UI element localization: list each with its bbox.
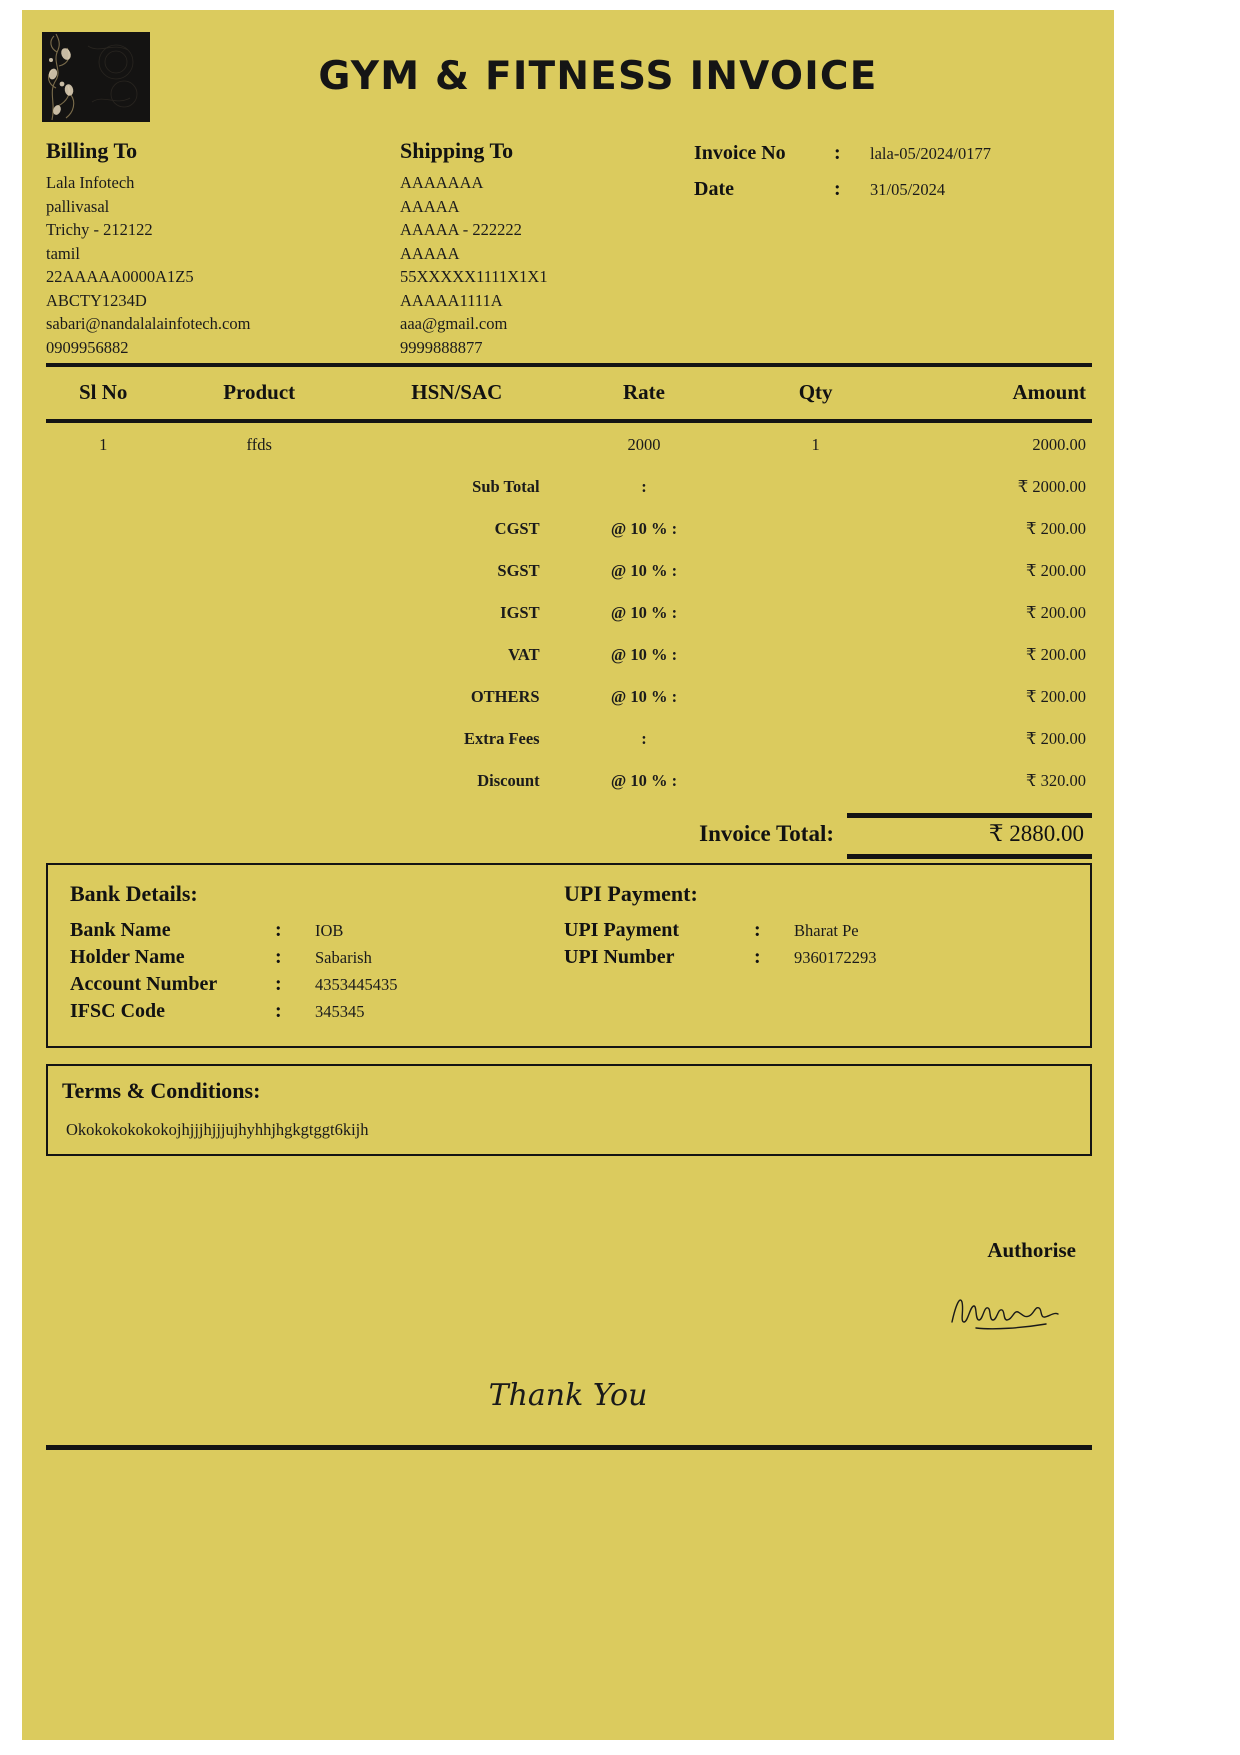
terms-conditions-text: Okokokokokokojhjjjhjjjujhyhhjhgkgtggt6kijh [66,1120,369,1139]
summary-label: IGST [500,603,540,622]
shipping-line: AAAAA1111A [400,290,503,310]
summary-amount: ₹ 200.00 [1026,561,1086,580]
shipping-block [400,138,700,359]
summary-amount: ₹ 320.00 [1026,771,1086,790]
summary-label: Discount [477,771,540,790]
billing-line: 22AAAAA0000A1Z5 [46,267,194,286]
summary-row-others [46,675,1092,717]
invoice-total-label: Invoice Total: [699,821,834,846]
summary-row-sgst [46,549,1092,591]
invoice-sheet [22,10,1114,1740]
table-header-row [46,367,1092,419]
billing-block [46,138,386,359]
shipping-heading: Shipping To [400,138,514,163]
terms-conditions-title: Terms & Conditions: [62,1078,261,1103]
shipping-phone: 9999888877 [400,337,483,357]
summary-amount: ₹ 200.00 [1026,519,1086,538]
summary-rate: @ 10 % : [610,687,678,706]
bank-name-value: IOB [315,921,344,940]
column-header-qty: Qty [798,380,833,404]
holder-name-label: Holder Name [70,946,185,968]
holder-name-value: Sabarish [315,948,372,967]
items-table-body-wrap [46,423,1092,801]
ifsc-code-value: 345345 [315,1002,365,1021]
summary-label: Sub Total [472,477,540,496]
ifsc-code-row [70,1000,540,1023]
bank-name-label: Bank Name [70,919,171,941]
invoice-date-label: Date [694,178,734,200]
billing-phone: 0909956882 [46,337,129,357]
items-table-body [46,423,1092,801]
summary-row-vat [46,633,1092,675]
upi-number-value: 9360172293 [794,948,877,967]
column-header-rate: Rate [623,380,665,404]
authorise-label: Authorise [987,1238,1076,1262]
summary-rate: @ 10 % : [610,603,678,622]
shipping-line: AAAAA [400,243,460,263]
billing-heading: Billing To [46,138,138,163]
summary-rate: @ 10 % : [610,771,678,790]
upi-payment-row [564,919,1044,942]
upi-payment-label: UPI Payment [564,919,679,941]
column-header-amount: Amount [1012,380,1086,404]
upi-payment-value: Bharat Pe [794,921,859,940]
items-table-section [46,363,1092,863]
invoice-header [22,10,1114,130]
shipping-email: aaa@gmail.com [400,314,508,333]
summary-label: OTHERS [470,687,540,706]
footer-rule [46,1445,1092,1450]
terms-conditions-box [46,1064,1092,1156]
billing-line: Lala Infotech [46,173,135,192]
summary-rate: : [641,729,647,748]
summary-row-discount [46,759,1092,801]
summary-amount: ₹ 200.00 [1026,687,1086,706]
holder-name-row [70,946,540,969]
billing-line: pallivasal [46,196,110,216]
column-header-hsn-sac: HSN/SAC [411,380,503,404]
billing-email: sabari@nandalalainfotech.com [46,314,251,333]
bank-details-block [70,881,540,1027]
account-number-value: 4353445435 [315,975,398,994]
billing-line: ABCTY1234D [46,290,147,310]
upi-number-row [564,946,1044,969]
invoice-date-colon: : [834,178,841,200]
summary-row-igst [46,591,1092,633]
invoice-date-value: 31/05/2024 [870,180,946,199]
handwritten-signature-icon [946,1288,1066,1338]
cell-amount: 2000.00 [1032,435,1086,454]
invoice-total-value: ₹ 2880.00 [988,821,1084,846]
upi-number-colon: : [754,946,761,968]
upi-payment-colon: : [754,919,761,941]
invoice-number-row [694,142,1084,165]
upi-payment-title: UPI Payment: [564,881,698,906]
summary-row-cgst [46,507,1092,549]
invoice-number-label: Invoice No [694,142,786,164]
summary-label: CGST [494,519,540,538]
bank-details-box [46,863,1092,1048]
invoice-total-band [46,813,1092,863]
account-number-colon: : [275,973,282,995]
summary-rate: @ 10 % : [610,561,678,580]
invoice-number-colon: : [834,142,841,164]
items-table-head [46,367,1092,419]
parties-section [22,138,1114,363]
cell-product: ffds [246,435,272,454]
summary-row-extra-fees [46,717,1092,759]
account-number-label: Account Number [70,973,218,995]
bank-details-title: Bank Details: [70,881,198,906]
invoice-number-value: lala-05/2024/0177 [870,144,991,163]
page-title: GYM & FITNESS INVOICE [318,54,878,99]
summary-rate: : [641,477,647,496]
invoice-date-row [694,178,1084,201]
shipping-line: AAAAA - 222222 [400,220,522,239]
column-header-sl-no: Sl No [78,380,128,404]
shipping-line: AAAAAAA [400,173,484,192]
upi-payment-block [564,881,1044,973]
table-row [46,423,1092,465]
summary-label: Extra Fees [464,729,540,748]
thank-you-note: Thank You [488,1378,648,1413]
cell-hsn-sac [358,423,556,465]
billing-line: tamil [46,243,80,263]
summary-amount: ₹ 2000.00 [1017,477,1086,496]
upi-number-label: UPI Number [564,946,675,968]
ifsc-code-label: IFSC Code [70,1000,166,1022]
billing-line: Trichy - 212122 [46,220,153,239]
shipping-line: 55XXXXX1111X1X1 [400,267,548,286]
summary-label: VAT [508,645,540,664]
account-number-row [70,973,540,996]
summary-label: SGST [497,561,540,580]
summary-amount: ₹ 200.00 [1026,645,1086,664]
invoice-meta-block [694,142,1084,214]
ifsc-code-colon: : [275,1000,282,1022]
bank-name-colon: : [275,919,282,941]
bank-name-row [70,919,540,942]
cell-qty: 1 [811,435,820,454]
summary-rate: @ 10 % : [610,645,678,664]
cell-sl-no: 1 [99,435,108,454]
summary-row-sub-total [46,465,1092,507]
column-header-product: Product [223,380,296,404]
items-table [46,367,1092,419]
cell-rate: 2000 [627,435,661,454]
summary-rate: @ 10 % : [610,519,678,538]
summary-amount: ₹ 200.00 [1026,603,1086,622]
shipping-line: AAAAA [400,196,460,216]
holder-name-colon: : [275,946,282,968]
summary-amount: ₹ 200.00 [1026,729,1086,748]
